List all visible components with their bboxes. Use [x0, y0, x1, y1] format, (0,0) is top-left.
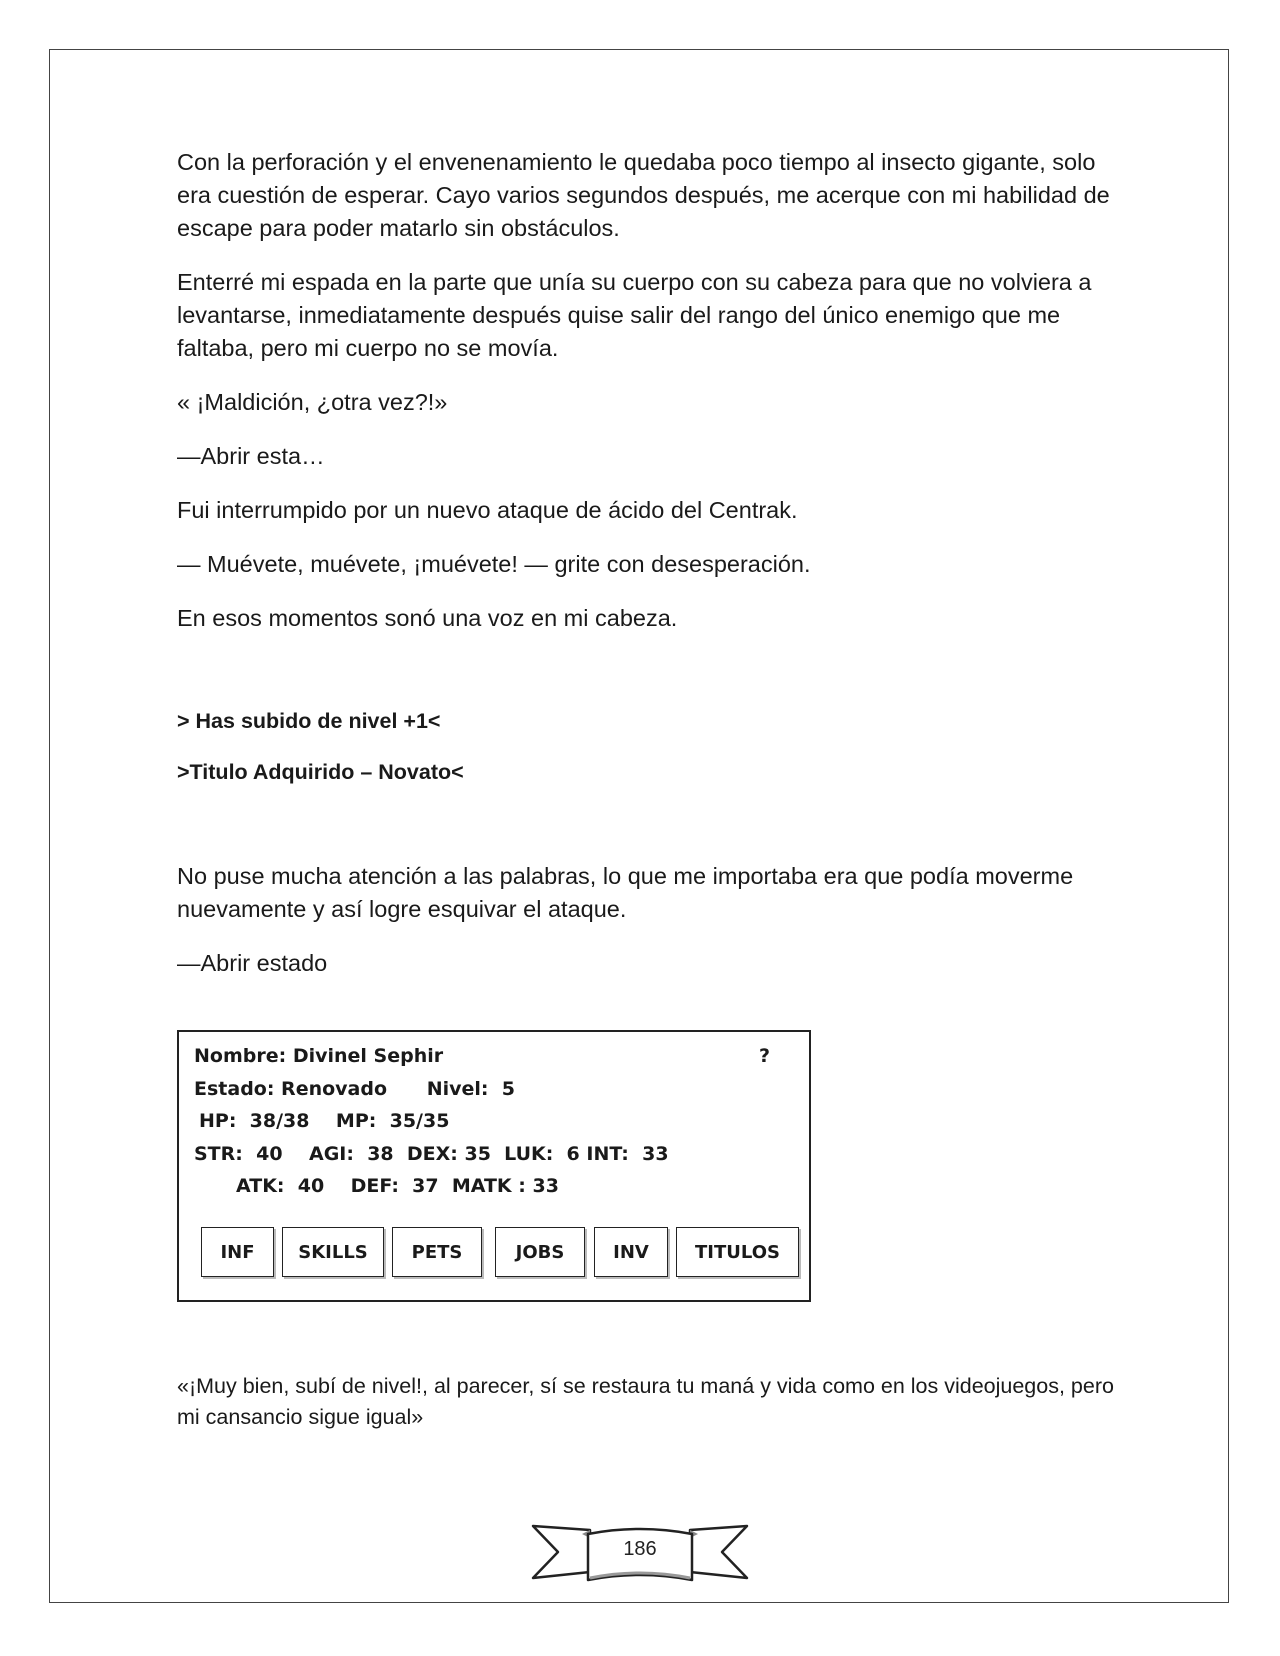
jobs-button[interactable]: JOBS [495, 1227, 585, 1277]
system-message-title: >Titulo Adquirido – Novato< [177, 760, 464, 784]
skills-button[interactable]: SKILLS [282, 1227, 384, 1277]
paragraph-9: —Abrir estado [177, 950, 328, 976]
inv-button[interactable]: INV [594, 1227, 668, 1277]
paragraph-8: No puse mucha atención a las palabras, lo que me importaba era que podía moverme nuevamente y así logre esquivar el ataque. [177, 863, 1074, 922]
inf-button[interactable]: INF [201, 1227, 274, 1277]
closing-paragraph: «¡Muy bien, subí de nivel!, al parecer, sí se restaura tu maná y vida como en los videojuegos, pero mi cansancio sigue igual» [177, 1374, 1114, 1429]
status-state-level: Estado: Renovado Nivel: 5 [194, 1078, 515, 1100]
paragraph-1: Con la perforación y el envenenamiento le quedaba poco tiempo al insecto gigante, solo era cuestión de esperar. Cayo varios segundos después, me acerque con mi habilidad de escape para poder matarlo sin obstáculos. [177, 149, 1110, 241]
paragraph-5: Fui interrumpido por un nuevo ataque de ácido del Centrak. [177, 497, 798, 523]
spacer [177, 656, 1117, 706]
paragraph-6: — Muévete, muévete, ¡muévete! — grite con desesperación. [177, 551, 811, 577]
page-number-ribbon [530, 1520, 750, 1584]
paragraph-3: « ¡Maldición, ¿otra vez?!» [177, 389, 448, 415]
page-number: 186 [623, 1538, 657, 1560]
status-window [177, 1030, 811, 1302]
spacer [177, 808, 1117, 860]
status-name: Nombre: Divinel Sephir [194, 1045, 444, 1067]
status-hp-mp: HP: 38/38 MP: 35/35 [199, 1110, 450, 1132]
paragraph-4: —Abrir esta… [177, 443, 325, 469]
help-icon[interactable]: ? [759, 1045, 771, 1067]
page-body [177, 146, 1117, 1001]
status-combat: ATK: 40 DEF: 37 MATK : 33 [236, 1175, 559, 1197]
paragraph-2: Enterré mi espada en la parte que unía su cuerpo con su cabeza para que no volviera a levantarse, inmediatamente después quise salir del rango del único enemigo que me faltaba, pero mi cuerpo no se movía. [177, 269, 1092, 361]
titulos-button[interactable]: TITULOS [676, 1227, 799, 1277]
pets-button[interactable]: PETS [392, 1227, 482, 1277]
system-message-level-up: > Has subido de nivel +1< [177, 709, 441, 733]
paragraph-7: En esos momentos sonó una voz en mi cabeza. [177, 605, 678, 631]
status-attributes: STR: 40 AGI: 38 DEX: 35 LUK: 6 INT: 33 [194, 1143, 669, 1165]
